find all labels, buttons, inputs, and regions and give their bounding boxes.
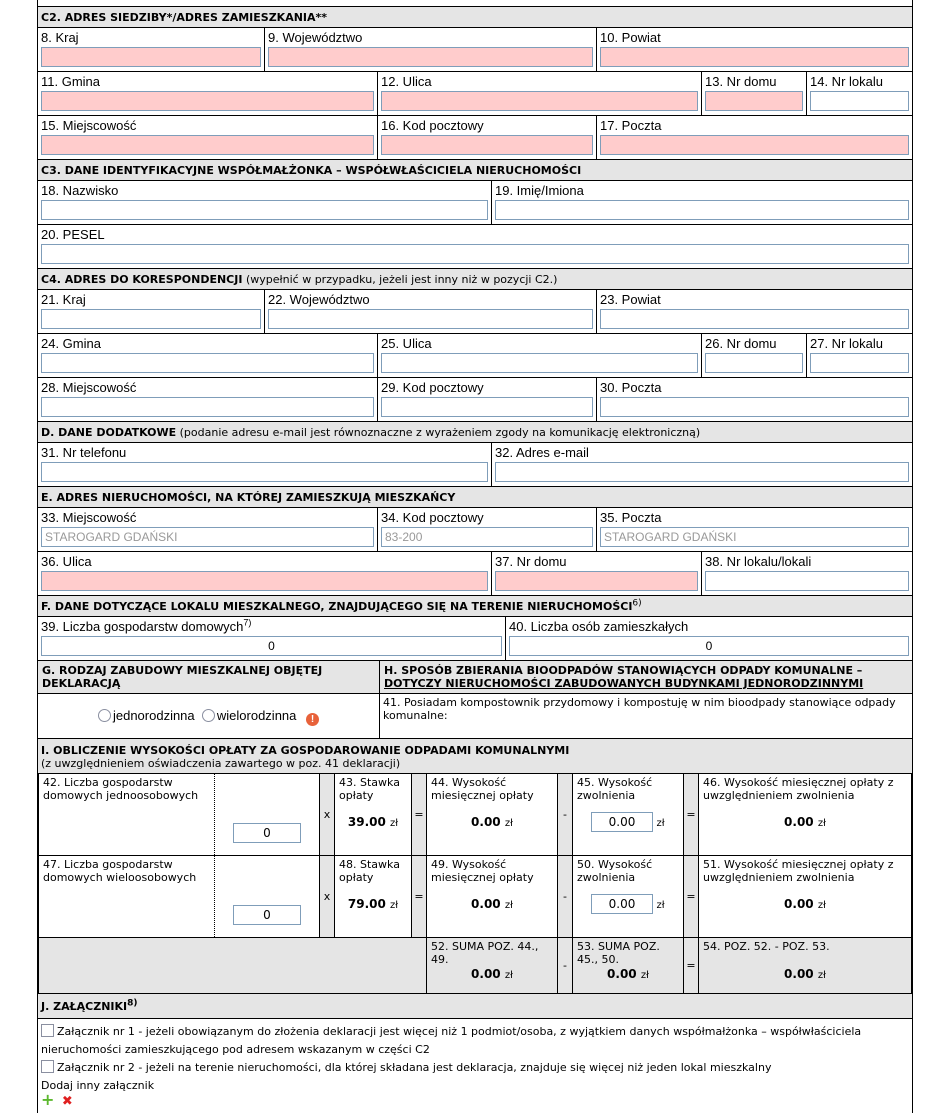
kod-nier-input[interactable] xyxy=(381,527,593,547)
kompostownik-label: 41. Posiadam kompostownik przydomowy i kompostuję w nim bioodpady stanowiące odpady komunalne: xyxy=(383,696,896,722)
section-c3-header: C3. DANE IDENTYFIKACYJNE WSPÓŁMAŁŻONKA – WSPÓŁWŁAŚCICIELA NIERUCHOMOŚCI xyxy=(38,160,912,181)
label-miejscowosc: 15. Miejscowość xyxy=(41,118,137,133)
row-c4-3 xyxy=(38,378,912,422)
label-nr-lokalu: 14. Nr lokalu xyxy=(810,74,883,89)
ulica-input[interactable] xyxy=(381,91,698,111)
fee-calculation-table xyxy=(38,773,912,994)
label-kod-pocztowy: 16. Kod pocztowy xyxy=(381,118,484,133)
telefon-input[interactable] xyxy=(41,462,488,482)
section-g-title: G. RODZAJ ZABUDOWY MIESZKALNEJ OBJĘTEJ DEKLARACJĄ xyxy=(38,661,380,693)
label-ulica: 12. Ulica xyxy=(381,74,432,89)
miejscowosc-kor-input[interactable] xyxy=(41,397,374,417)
label-miejscowosc-nier: 33. Miejscowość xyxy=(41,510,137,525)
pesel-input[interactable] xyxy=(41,244,909,264)
label-wojewodztwo-kor: 22. Województwo xyxy=(268,292,370,307)
add-icon[interactable]: + xyxy=(41,1090,55,1109)
building-type-group: jednorodzinna wielorodzinna ! xyxy=(38,694,380,738)
section-j-header: J. ZAŁĄCZNIKI$^{8)}$ xyxy=(38,994,912,1019)
row-d-1 xyxy=(38,443,912,487)
radio-jednorodzinna[interactable] xyxy=(98,709,111,722)
row-f-1 xyxy=(38,617,912,661)
calc-row-2: 47. Liczba gospodarstw domowych wieloosobowych 0 x 48. Stawka opłaty 79.00 zł = 49. Wysokość miesięcznej opłaty 0.00 zł - 50. Wysokość zwolnienia 0.00 zł = 51. Wysokość miesięcznej opłaty z uwzględnieniem zwolnienia 0.00 zł xyxy=(39,856,912,938)
declaration-form xyxy=(37,0,913,1113)
nr-domu-kor-input[interactable] xyxy=(705,353,803,373)
liczba-wieloosobowych-input[interactable]: 0 xyxy=(233,905,301,925)
email-input[interactable] xyxy=(495,462,909,482)
powiat-kor-input[interactable] xyxy=(600,309,909,329)
label-poczta-nier: 35. Poczta xyxy=(600,510,662,525)
label-nr-lokalu-kor: 27. Nr lokalu xyxy=(810,336,883,351)
label-email: 32. Adres e-mail xyxy=(495,445,589,460)
kod-pocztowy-kor-input[interactable] xyxy=(381,397,593,417)
powiat-input[interactable] xyxy=(600,47,909,67)
label-wojewodztwo: 9. Województwo xyxy=(268,30,363,45)
attachment-2: Załącznik nr 2 - jeżeli na terenie nieruchomości, dla której składana jest deklaracja, znajduje się więcej niż jeden lokal mieszkalny xyxy=(41,1059,909,1077)
label-nr-domu: 13. Nr domu xyxy=(705,74,777,89)
nr-domu-nier-input[interactable] xyxy=(495,571,698,591)
label-nazwisko: 18. Nazwisko xyxy=(41,183,119,198)
section-c2-header: C2. ADRES SIEDZIBY*/ADRES ZAMIESZKANIA** xyxy=(38,6,912,28)
nazwisko-input[interactable] xyxy=(41,200,488,220)
kod-pocztowy-input[interactable] xyxy=(381,135,593,155)
label-kod-pocztowy-kor: 29. Kod pocztowy xyxy=(381,380,484,395)
warning-icon: ! xyxy=(306,713,319,726)
label-kod-nier: 34. Kod pocztowy xyxy=(381,510,484,525)
ulica-nier-input[interactable] xyxy=(41,571,488,591)
calc-row-sum: 52. SUMA POZ. 44., 49. 0.00 zł - 53. SUMA POZ. 45., 50. 0.00 zł = 54. POZ. 52. - POZ. 53. 0.00 zł xyxy=(39,938,912,994)
label-liczba-gosp: 39. Liczba gospodarstw domowych$^{7)}$ xyxy=(41,617,252,634)
row-e-2 xyxy=(38,552,912,596)
label-telefon: 31. Nr telefonu xyxy=(41,445,127,460)
gmina-kor-input[interactable] xyxy=(41,353,374,373)
section-f-header: F. DANE DOTYCZĄCE LOKALU MIESZKALNEGO, ZNAJDUJĄCEGO SIĘ NA TERENIE NIERUCHOMOŚCI$^{6)}$ xyxy=(38,596,912,617)
row-c3-2 xyxy=(38,225,912,269)
label-powiat-kor: 23. Powiat xyxy=(600,292,661,307)
imie-input[interactable] xyxy=(495,200,909,220)
nr-lokalu-nier-input[interactable] xyxy=(705,571,909,591)
label-gmina-kor: 24. Gmina xyxy=(41,336,101,351)
liczba-jednoosobowych-input[interactable]: 0 xyxy=(233,823,301,843)
section-h-title: H. SPOSÓB ZBIERANIA BIOODPADÓW STANOWIĄCYCH ODPADY KOMUNALNE – DOTYCZY NIERUCHOMOŚCI ZABUDOWANYCH BUDYNKAMI JEDNORODZINNYMI xyxy=(384,664,864,690)
row-gh xyxy=(38,694,912,739)
kraj-kor-input[interactable] xyxy=(41,309,261,329)
nr-domu-input[interactable] xyxy=(705,91,803,111)
miejscowosc-input[interactable] xyxy=(41,135,374,155)
section-c4-header: C4. ADRES DO KORESPONDENCJI (wypełnić w przypadku, jeżeli jest inny niż w pozycji C2.) xyxy=(38,269,912,290)
zwolnienie-2-input[interactable]: 0.00 xyxy=(591,894,653,914)
section-gh-header xyxy=(38,661,912,694)
label-poczta-kor: 30. Poczta xyxy=(600,380,662,395)
label-miejscowosc-kor: 28. Miejscowość xyxy=(41,380,137,395)
label-liczba-osob: 40. Liczba osób zamieszkałych xyxy=(509,619,689,634)
add-other-attachment-label: Dodaj inny załącznik xyxy=(41,1079,155,1092)
label-nr-domu-kor: 26. Nr domu xyxy=(705,336,777,351)
attachment-1: Załącznik nr 1 - jeżeli obowiązanym do złożenia deklaracji jest więcej niż 1 podmiot/osoba, z wyjątkiem danych współmałżonka – współwłaściciela nieruchomości zamieszkującego pod adresem wskazanym w części C2 xyxy=(41,1025,862,1056)
row-e-1 xyxy=(38,508,912,552)
calc-row-1: 42. Liczba gospodarstw domowych jednoosobowych 0 x 43. Stawka opłaty 39.00 zł = 44. Wysokość miesięcznej opłaty 0.00 zł - 45. Wysokość zwolnienia 0.00 zł = 46. Wysokość miesięcznej opłaty z uwzględnieniem zwolnienia 0.00 zł xyxy=(39,774,912,856)
section-d-header: D. DANE DODATKOWE (podanie adresu e-mail jest równoznaczne z wyrażeniem zgody na komunikację elektroniczną) xyxy=(38,422,912,443)
label-nr-lokalu-nier: 38. Nr lokalu/lokali xyxy=(705,554,812,569)
miejscowosc-nier-input[interactable] xyxy=(41,527,374,547)
row-c4-2 xyxy=(38,334,912,378)
label-kraj: 8. Kraj xyxy=(41,30,79,45)
liczba-gospodarstw-input[interactable] xyxy=(41,636,502,656)
label-gmina: 11. Gmina xyxy=(41,74,101,89)
liczba-osob-input[interactable] xyxy=(509,636,909,656)
label-nr-domu-nier: 37. Nr domu xyxy=(495,554,567,569)
gmina-input[interactable] xyxy=(41,91,374,111)
zwolnienie-1-input[interactable]: 0.00 xyxy=(591,812,653,832)
label-powiat: 10. Powiat xyxy=(600,30,661,45)
attachment-1-checkbox[interactable] xyxy=(41,1024,54,1037)
label-ulica-kor: 25. Ulica xyxy=(381,336,432,351)
poczta-kor-input[interactable] xyxy=(600,397,909,417)
section-e-header: E. ADRES NIERUCHOMOŚCI, NA KTÓREJ ZAMIESZKUJĄ MIESZKAŃCY xyxy=(38,487,912,508)
wojewodztwo-input[interactable] xyxy=(268,47,593,67)
label-kraj-kor: 21. Kraj xyxy=(41,292,86,307)
wojewodztwo-kor-input[interactable] xyxy=(268,309,593,329)
poczta-input[interactable] xyxy=(600,135,909,155)
remove-icon[interactable]: ✖ xyxy=(61,1094,73,1109)
nr-lokalu-input[interactable] xyxy=(810,91,909,111)
row-c4-1 xyxy=(38,290,912,334)
ulica-kor-input[interactable] xyxy=(381,353,698,373)
kraj-input[interactable] xyxy=(41,47,261,67)
nr-lokalu-kor-input[interactable] xyxy=(810,353,909,373)
radio-wielorodzinna[interactable] xyxy=(202,709,215,722)
row-c3-1 xyxy=(38,181,912,225)
row-c2-1 xyxy=(38,28,912,72)
label-imie: 19. Imię/Imiona xyxy=(495,183,584,198)
label-ulica-nier: 36. Ulica xyxy=(41,554,92,569)
attachment-2-checkbox[interactable] xyxy=(41,1060,54,1073)
row-c2-2 xyxy=(38,72,912,116)
label-pesel: 20. PESEL xyxy=(41,227,105,242)
poczta-nier-input[interactable] xyxy=(600,527,909,547)
section-i-header: I. OBLICZENIE WYSOKOŚCI OPŁATY ZA GOSPODAROWANIE ODPADAMI KOMUNALNYMI (z uwzględnieniem oświadczenia zawartego w poz. 41 deklaracji) xyxy=(38,739,912,773)
attachments-list xyxy=(38,1019,912,1113)
row-c2-3 xyxy=(38,116,912,160)
label-poczta: 17. Poczta xyxy=(600,118,662,133)
